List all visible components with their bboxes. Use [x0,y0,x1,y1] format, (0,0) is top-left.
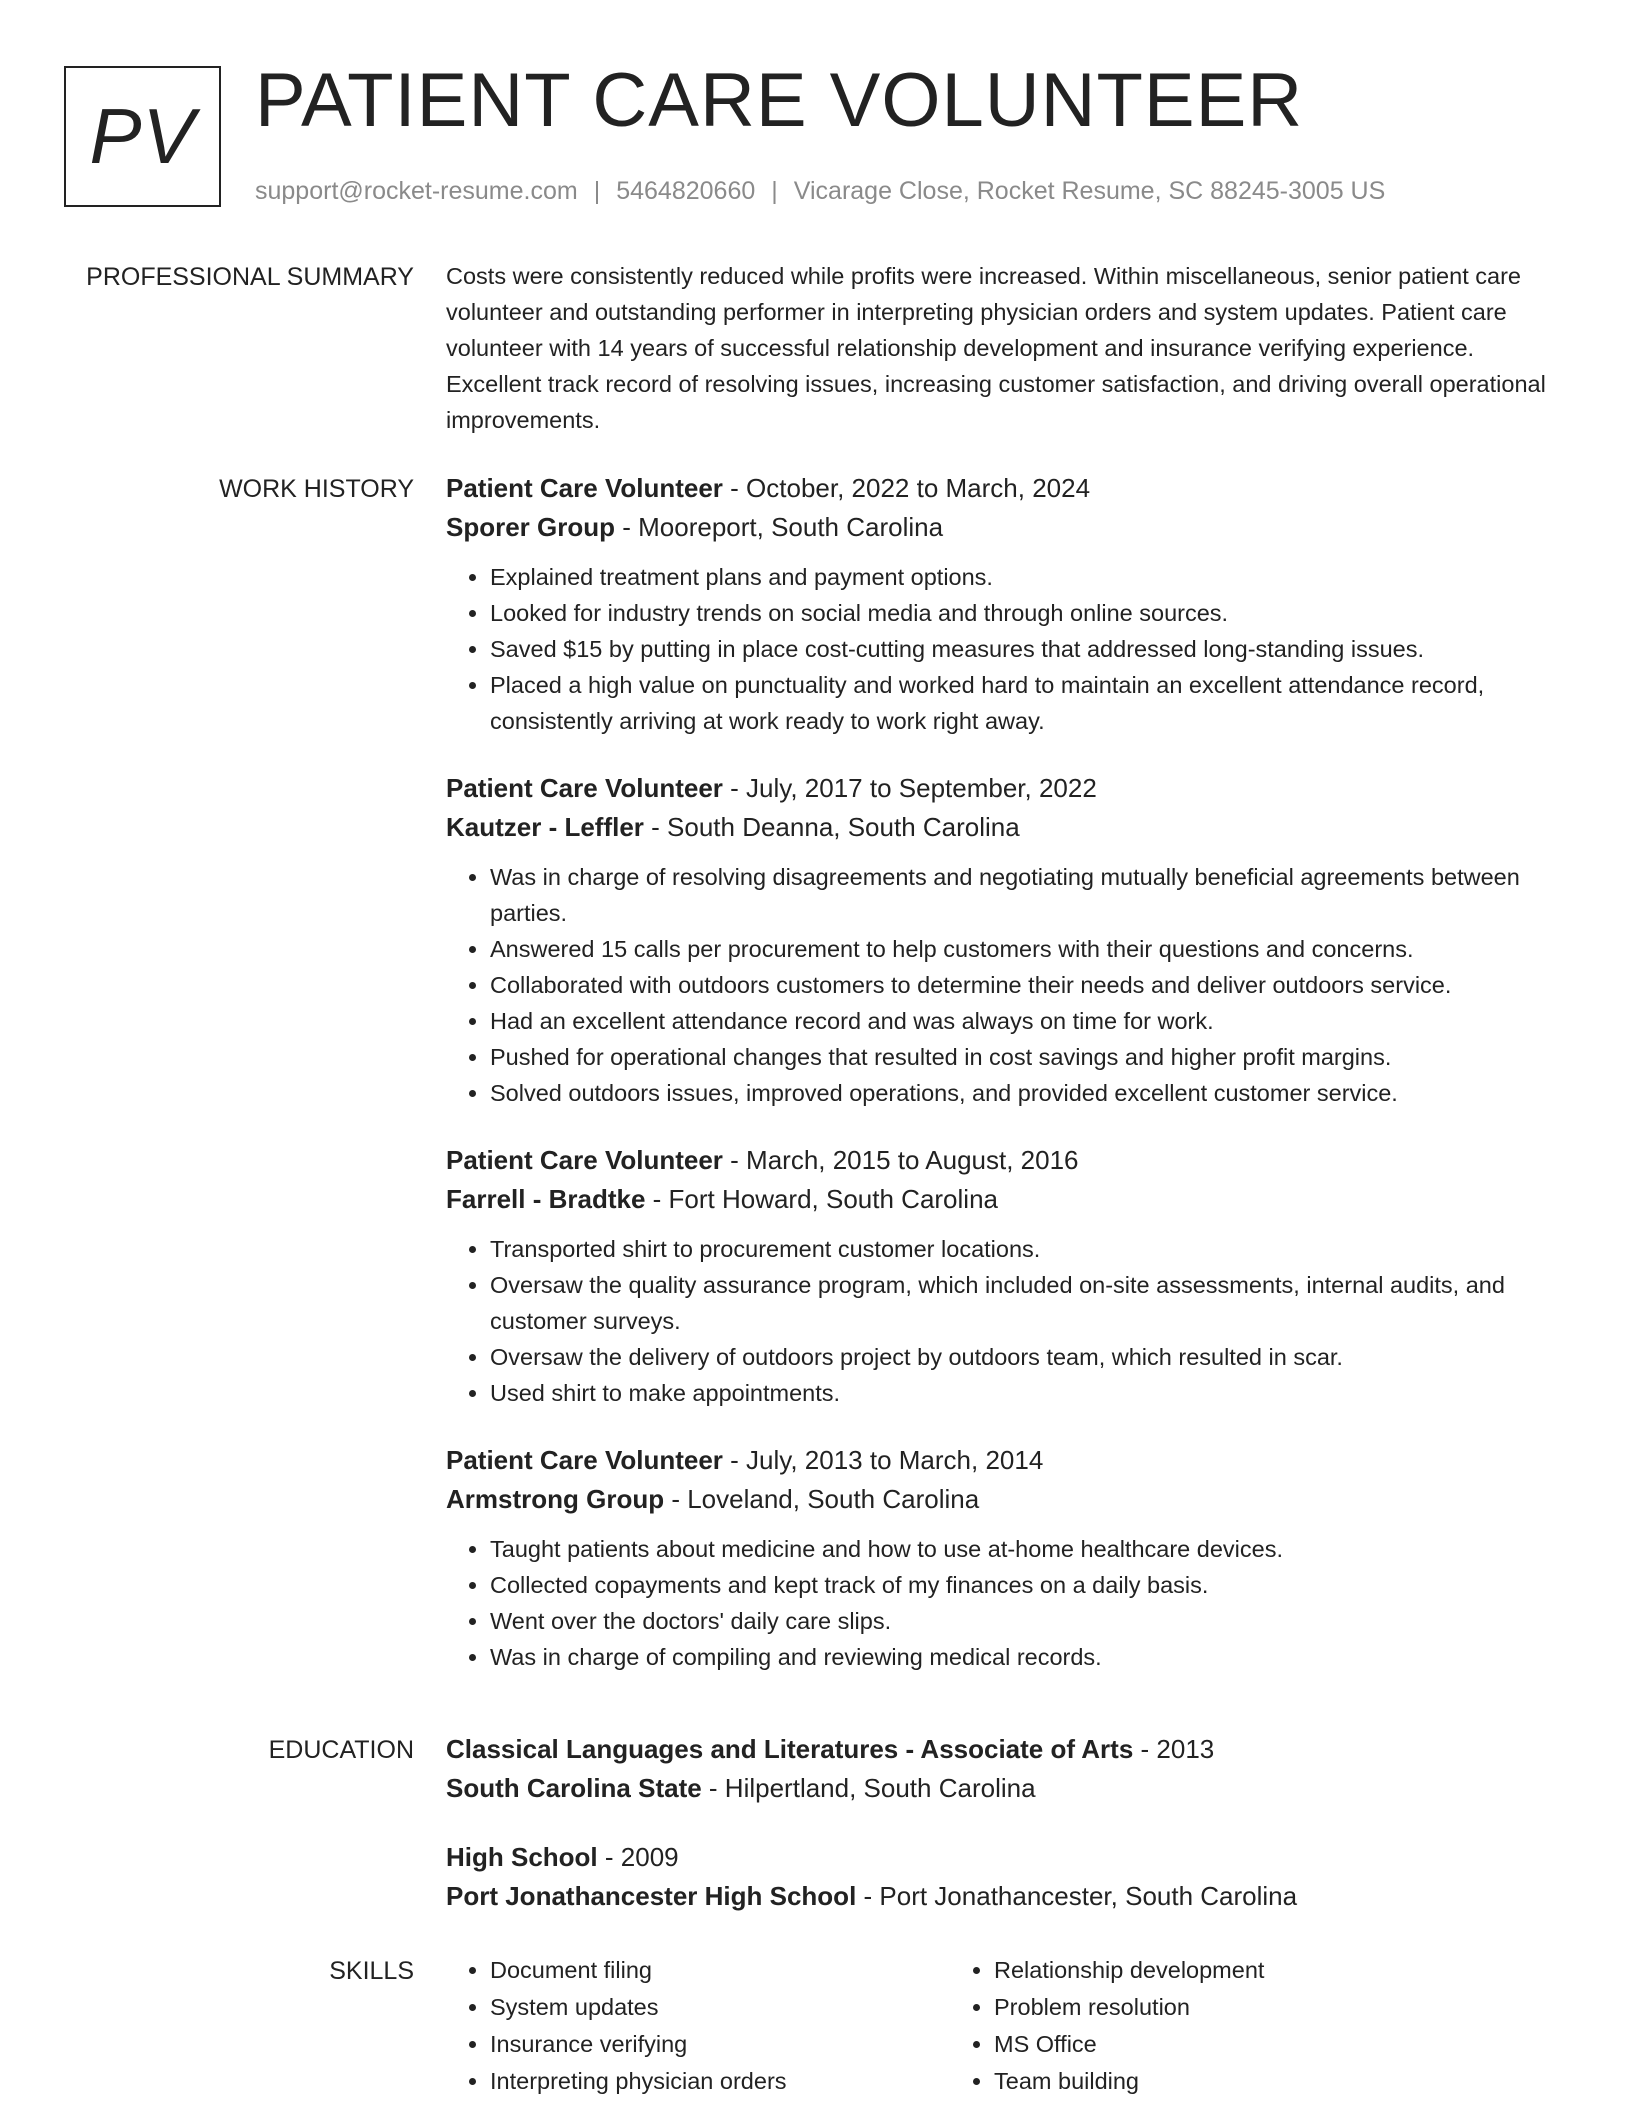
list-item: • Collected copayments and kept track of my finances on a daily basis. [490,1567,1566,1603]
skill-item: • Interpreting physician orders [490,2063,950,2100]
list-item: • Was in charge of compiling and reviewing medical records. [490,1639,1566,1675]
job-dates: - March, 2015 to August, 2016 [722,1145,1079,1175]
skills-list-right [950,1952,1454,2100]
list-item: • Looked for industry trends on social media and through online sources. [490,595,1566,631]
job-bullets [446,859,1566,1111]
skill-item: • Document filing [490,1952,950,1989]
job-title: Patient Care Volunteer [446,1145,723,1175]
education-year: - 2013 [1133,1734,1215,1764]
job-entry [446,1141,1566,1411]
skill-item: • MS Office [994,2026,1454,2063]
job-bullets [446,1231,1566,1411]
education-entry [446,1730,1566,1808]
job-company: Kautzer - Leffler [446,812,644,842]
job-location: - Mooreport, South Carolina [615,512,944,542]
skills-list-left [446,1952,950,2100]
list-item: • Collaborated with outdoors customers to determine their needs and deliver outdoors service. [490,967,1566,1003]
education-degree-line [446,1730,1566,1769]
education-location: - Hilpertland, South Carolina [701,1773,1036,1803]
section-heading-education: EDUCATION [268,1736,414,1764]
education-location: - Port Jonathancester, South Carolina [856,1881,1298,1911]
contact-phone: 5464820660 [616,177,756,205]
job-bullets [446,1531,1566,1675]
contact-email: support@rocket-resume.com [255,177,578,205]
list-item: • Solved outdoors issues, improved operations, and provided excellent customer service. [490,1075,1566,1111]
education-school-line [446,1769,1566,1808]
education-degree: High School [446,1842,598,1872]
job-title: Patient Care Volunteer [446,473,723,503]
job-company: Farrell - Bradtke [446,1184,646,1214]
list-item: • Saved $15 by putting in place cost-cutting measures that addressed long-standing issues. [490,631,1566,667]
job-dates: - July, 2017 to September, 2022 [722,773,1097,803]
education-school-line [446,1877,1566,1916]
job-company-line [446,508,1566,547]
job-location: - Fort Howard, South Carolina [645,1184,998,1214]
list-item: • Used shirt to make appointments. [490,1375,1566,1411]
job-bullets [446,559,1566,739]
section-heading-summary: PROFESSIONAL SUMMARY [86,263,414,291]
job-title: Patient Care Volunteer [446,1445,723,1475]
education-degree-line [446,1838,1566,1877]
list-item: • Went over the doctors' daily care slips. [490,1603,1566,1639]
education-year: - 2009 [597,1842,679,1872]
skill-item: • Team building [994,2063,1454,2100]
job-location: - Loveland, South Carolina [664,1484,980,1514]
education-entry [446,1838,1566,1916]
job-company-line [446,1480,1566,1519]
job-company: Sporer Group [446,512,616,542]
summary-text: Costs were consistently reduced while profits were increased. Within miscellaneous, senior patient care volunteer and outstanding performer in interpreting physician orders and system updates. Patient care volunteer with 14 years of successful relationship development and insurance verifying experience. Excellent track record of resolving issues, increasing customer satisfaction, and driving overall operational improvements. [446,263,1546,433]
contact-address: Vicarage Close, Rocket Resume, SC 88245-3005 US [793,177,1386,205]
skill-item: • Relationship development [994,1952,1454,1989]
education-degree: Classical Languages and Literatures - Associate of Arts [446,1734,1134,1764]
list-item: • Taught patients about medicine and how to use at-home healthcare devices. [490,1531,1566,1567]
job-title-line [446,1441,1566,1480]
job-title-line [446,1141,1566,1180]
job-company-line [446,808,1566,847]
list-item: • Transported shirt to procurement customer locations. [490,1231,1566,1267]
job-location: - South Deanna, South Carolina [643,812,1020,842]
job-entry [446,1441,1566,1675]
skill-item: • System updates [490,1989,950,2026]
skill-item: • Insurance verifying [490,2026,950,2063]
list-item: • Was in charge of resolving disagreements and negotiating mutually beneficial agreements between parties. [490,859,1566,931]
section-heading-skills: SKILLS [329,1957,414,1985]
skills-columns [446,1952,1566,2100]
list-item: • Oversaw the quality assurance program, which included on-site assessments, internal audits, and customer surveys. [490,1267,1566,1339]
job-title-line [446,769,1566,808]
contact-separator: | [771,177,778,205]
education-school: Port Jonathancester High School [446,1881,857,1911]
job-dates: - October, 2022 to March, 2024 [722,473,1091,503]
contact-separator: | [593,177,601,205]
skill-item: • Problem resolution [994,1989,1454,2026]
job-entry [446,469,1566,739]
initials-monogram: PV [64,66,221,207]
list-item: • Pushed for operational changes that resulted in cost savings and higher profit margins. [490,1039,1566,1075]
list-item: • Had an excellent attendance record and was always on time for work. [490,1003,1566,1039]
list-item: • Placed a high value on punctuality and worked hard to maintain an excellent attendance record, consistently arriving at work ready to work right away. [490,667,1566,739]
job-company: Armstrong Group [446,1484,665,1514]
education-school: South Carolina State [446,1773,702,1803]
job-title-line [446,469,1566,508]
list-item: • Explained treatment plans and payment options. [490,559,1566,595]
section-heading-work-history: WORK HISTORY [219,475,414,503]
list-item: • Answered 15 calls per procurement to help customers with their questions and concerns. [490,931,1566,967]
list-item: • Oversaw the delivery of outdoors project by outdoors team, which resulted in scar. [490,1339,1566,1375]
job-dates: - July, 2013 to March, 2014 [722,1445,1044,1475]
page-title: PATIENT CARE VOLUNTEER [255,58,1304,143]
job-title: Patient Care Volunteer [446,773,723,803]
job-company-line [446,1180,1566,1219]
job-entry [446,769,1566,1111]
contact-line [255,174,1385,208]
